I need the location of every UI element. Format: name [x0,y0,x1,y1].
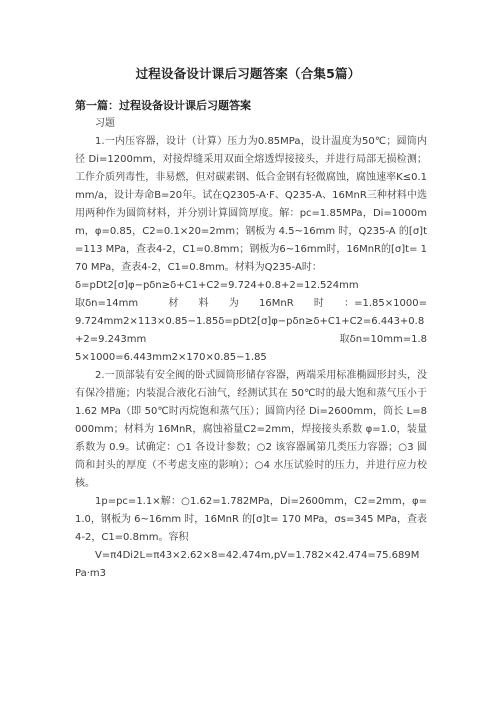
document-title: 过程设备设计课后习题答案（合集5篇） [135,66,361,81]
section-heading: 第一篇：过程设备设计课后习题答案 [75,99,251,112]
paragraph-problem-1-formulas: δ=pDt2[σ]φ−pδn≥δ+C1+C2=9.724+0.8+2=12.524mm 取δn=14mm 材 料 为 16MnR 时 ：=1.85×1000=9.724mm2×113×0.85−1.85δ=pDt2[σ]φ−pδn≥δ+C1+C2=6.443+0.8+2=9.243mm 取δn=10mm=1.85×1000=6.443mm2×170×0.85−1.85 [75,280,427,363]
paragraph-volume-calc: V=π4Di2L=π43×2.62×8=42.474m,pV=1.782×42.474=75.689M Pa·m3 [75,550,420,579]
paragraph-exercises-label: 习题 [95,118,115,129]
paragraph-problem-2-solution: 1p=pc=1.1×解：○1.62=1.782MPa，Di=2600mm，C2=2mm，φ=1.0，钢板为 6~16mm 时，16MnR 的[σ]t= 170 MPa，σs=345 MPa，查表4-2，C1=0.8mm。容积 [75,496,427,543]
paragraph-problem-2: 2.一顶部装有安全阀的卧式圆筒形储存容器，两端采用标准椭圆形封头，没有保冷措施；内装混合液化石油气，经测试其在 50℃时的最大饱和蒸气压小于 1.62 MPa（即 50℃时丙烷饱和蒸气压）；圆筒内径 Di=2600mm，筒长 L=8000mm；材料为 16MnR，腐蚀裕量C2=2mm，焊接接头系数 φ=1.0，装量系数为 0.9。试确定：○1 各设计参数；○2 该容器属第几类压力容器；○3 圆筒和封头的厚度（不考虑支座的影响）；○4 水压试验时的压力，并进行应力校核。 [75,370,427,489]
paragraph-problem-1: 1.一内压容器，设计（计算）压力为0.85MPa，设计温度为50℃；圆筒内径 Di=1200mm，对接焊缝采用双面全熔透焊接接头，并进行局部无损检测；工作介质列毒性，非易燃，但对碳素钢、低合金钢有轻微腐蚀，腐蚀速率K≤0.1mm/a，设计寿命B=20年。试在Q2305-A·F、Q235-A、16MnR三种材料中选用两种作为圆筒材料，并分别计算圆筒厚度。解：pc=1.85MPa，Di=1000mm，φ=0.85，C2=0.1×20=2mm；钢板为 4.5~16mm 时，Q235-A 的[σ]t=113 MPa，查表4-2，C1=0.8mm；钢板为6~16mm时，16MnR的[σ]t= 170 MPa，查表4-2，C1=0.8mm。材料为Q235-A时： [75,136,427,273]
document-body [75,115,427,583]
